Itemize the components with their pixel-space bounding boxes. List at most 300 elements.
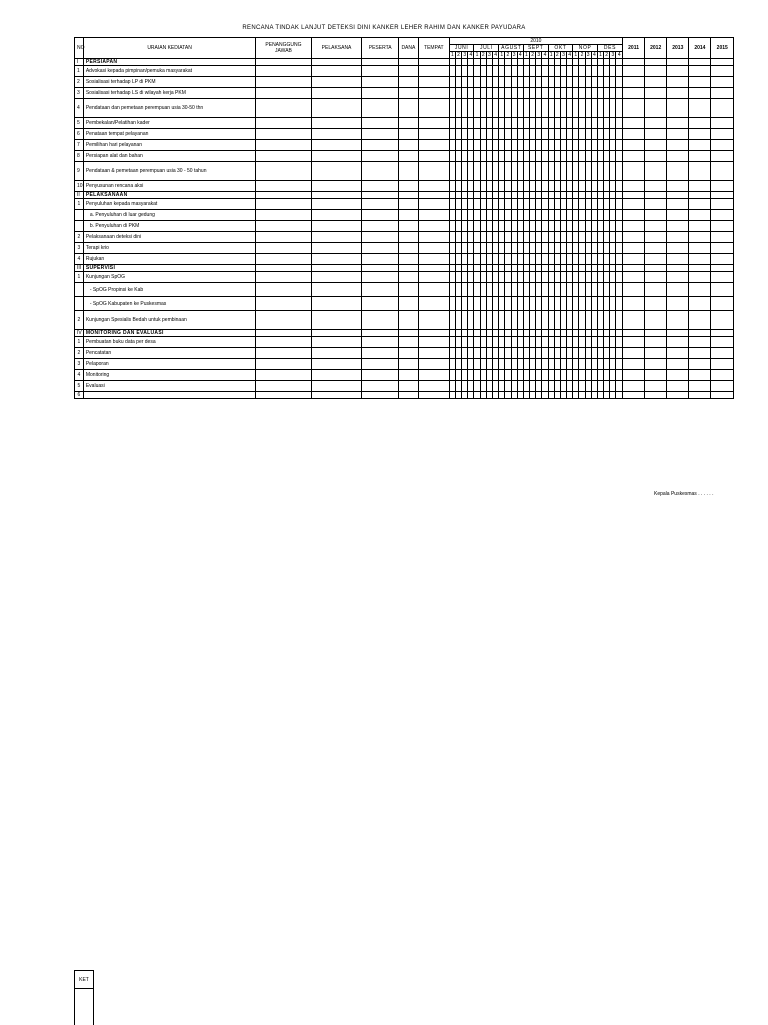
schedule-cell <box>689 337 711 348</box>
schedule-cell <box>616 88 623 99</box>
schedule-cell <box>645 88 667 99</box>
table-row <box>75 162 734 181</box>
document-title: RENCANA TINDAK LANJUT DETEKSI DINI KANKER LEHER RAHIM DAN KANKER PAYUDARA <box>242 25 526 31</box>
table-row <box>75 337 734 348</box>
row-number: 8 <box>75 151 84 162</box>
table-row <box>75 272 734 283</box>
schedule-cell <box>645 66 667 77</box>
schedule-cell <box>689 272 711 283</box>
schedule-cell <box>711 265 734 272</box>
schedule-cell <box>645 199 667 210</box>
schedule-cell <box>711 118 734 129</box>
section-title: PERSIAPAN <box>83 59 255 66</box>
header-week: 4 <box>518 52 522 58</box>
schedule-cell <box>362 348 398 359</box>
schedule-cell <box>311 330 362 337</box>
schedule-cell <box>711 370 734 381</box>
schedule-cell <box>667 210 689 221</box>
schedule-cell <box>623 232 645 243</box>
schedule-cell <box>616 243 623 254</box>
schedule-cell <box>623 265 645 272</box>
table-row <box>75 151 734 162</box>
schedule-cell <box>418 88 449 99</box>
schedule-cell <box>689 370 711 381</box>
schedule-cell <box>311 272 362 283</box>
activity-label: Kunjungan SpOG <box>83 272 255 283</box>
schedule-cell <box>311 59 362 66</box>
schedule-cell <box>418 337 449 348</box>
row-number <box>75 283 84 297</box>
schedule-cell <box>256 232 311 243</box>
schedule-cell <box>689 59 711 66</box>
schedule-cell <box>645 210 667 221</box>
schedule-cell <box>362 162 398 181</box>
row-number: 1 <box>75 272 84 283</box>
header-peserta: PESERTA <box>362 38 398 59</box>
schedule-cell <box>667 283 689 297</box>
schedule-cell <box>362 88 398 99</box>
schedule-cell <box>616 77 623 88</box>
schedule-cell <box>623 77 645 88</box>
schedule-cell <box>623 181 645 192</box>
ket-box <box>74 970 94 1025</box>
table-row <box>75 348 734 359</box>
schedule-cell <box>689 151 711 162</box>
schedule-cell <box>711 348 734 359</box>
schedule-cell <box>362 66 398 77</box>
schedule-cell <box>362 283 398 297</box>
schedule-cell <box>623 151 645 162</box>
schedule-cell <box>256 99 311 118</box>
schedule-cell <box>398 370 418 381</box>
schedule-cell <box>256 311 311 330</box>
header-week: 3 <box>537 52 541 58</box>
schedule-cell <box>418 192 449 199</box>
header-year: 2013 <box>667 38 689 59</box>
schedule-cell <box>418 162 449 181</box>
schedule-cell <box>311 232 362 243</box>
schedule-cell <box>398 181 418 192</box>
schedule-cell <box>667 118 689 129</box>
activity-label: Pendataan dan pemetaan perempuan usia 30-50 thn <box>83 99 255 118</box>
schedule-cell <box>311 370 362 381</box>
schedule-cell <box>645 162 667 181</box>
schedule-cell <box>311 192 362 199</box>
schedule-cell <box>398 88 418 99</box>
schedule-cell <box>667 311 689 330</box>
table-row <box>75 210 734 221</box>
header-uraian: URAIAN KEDIATAN <box>83 38 255 59</box>
schedule-cell <box>711 232 734 243</box>
schedule-cell <box>362 77 398 88</box>
header-week: 4 <box>592 52 596 58</box>
schedule-cell <box>418 199 449 210</box>
schedule-cell <box>616 337 623 348</box>
schedule-cell <box>311 151 362 162</box>
activity-label <box>83 392 255 399</box>
activity-label: Terapi krio <box>83 243 255 254</box>
activity-label: Rujukan <box>83 254 255 265</box>
activity-label: Pelaksanaan deteksi dini <box>83 232 255 243</box>
row-number: II <box>75 192 84 199</box>
header-week: 3 <box>611 52 615 58</box>
schedule-cell <box>623 359 645 370</box>
schedule-cell <box>398 118 418 129</box>
schedule-cell <box>418 129 449 140</box>
schedule-cell <box>623 118 645 129</box>
schedule-cell <box>616 272 623 283</box>
table-row <box>75 381 734 392</box>
activity-label: Monitoring <box>83 370 255 381</box>
schedule-cell <box>689 359 711 370</box>
schedule-cell <box>362 192 398 199</box>
schedule-cell <box>418 210 449 221</box>
activity-label: Kunjungan Spesialis Bedah untuk pembinaan <box>83 311 255 330</box>
schedule-cell <box>362 359 398 370</box>
schedule-cell <box>616 381 623 392</box>
schedule-cell <box>616 265 623 272</box>
schedule-cell <box>418 66 449 77</box>
schedule-cell <box>398 283 418 297</box>
header-week: 4 <box>494 52 497 58</box>
schedule-cell <box>645 283 667 297</box>
schedule-cell <box>711 283 734 297</box>
table-row <box>75 221 734 232</box>
schedule-cell <box>256 348 311 359</box>
schedule-cell <box>645 192 667 199</box>
schedule-cell <box>711 162 734 181</box>
row-number: I <box>75 59 84 66</box>
table-row <box>75 243 734 254</box>
schedule-cell <box>711 59 734 66</box>
schedule-cell <box>311 265 362 272</box>
header-month: JUNI <box>449 45 474 52</box>
header-week: 3 <box>463 52 467 58</box>
header-week: 3 <box>562 52 565 58</box>
schedule-cell <box>711 254 734 265</box>
schedule-cell <box>362 99 398 118</box>
schedule-cell <box>711 392 734 399</box>
schedule-cell <box>711 330 734 337</box>
schedule-cell <box>398 337 418 348</box>
header-week: 4 <box>543 52 547 58</box>
schedule-cell <box>418 381 449 392</box>
schedule-cell <box>645 348 667 359</box>
schedule-cell <box>623 99 645 118</box>
schedule-cell <box>418 359 449 370</box>
schedule-cell <box>418 297 449 311</box>
section-title: PELAKSANAAN <box>83 192 255 199</box>
header-week: 4 <box>469 52 473 58</box>
header-week: 2 <box>481 52 485 58</box>
schedule-cell <box>362 311 398 330</box>
schedule-cell <box>256 297 311 311</box>
schedule-cell <box>689 140 711 151</box>
schedule-cell <box>645 359 667 370</box>
schedule-cell <box>311 359 362 370</box>
table-row <box>75 283 734 297</box>
schedule-cell <box>689 330 711 337</box>
activity-label: Advokasi kepada pimpinan/pemuka masyarakat <box>83 66 255 77</box>
schedule-cell <box>616 151 623 162</box>
schedule-cell <box>362 243 398 254</box>
schedule-cell <box>667 99 689 118</box>
schedule-cell <box>623 199 645 210</box>
schedule-cell <box>667 337 689 348</box>
schedule-cell <box>311 283 362 297</box>
schedule-cell <box>623 283 645 297</box>
schedule-cell <box>645 118 667 129</box>
schedule-cell <box>667 129 689 140</box>
header-week: 1 <box>574 52 578 58</box>
schedule-cell <box>645 337 667 348</box>
schedule-cell <box>645 77 667 88</box>
schedule-cell <box>623 66 645 77</box>
schedule-cell <box>711 99 734 118</box>
schedule-cell <box>256 88 311 99</box>
schedule-cell <box>623 254 645 265</box>
schedule-cell <box>398 359 418 370</box>
schedule-cell <box>362 59 398 66</box>
schedule-cell <box>616 370 623 381</box>
schedule-cell <box>256 272 311 283</box>
schedule-cell <box>256 254 311 265</box>
schedule-cell <box>398 151 418 162</box>
table-row <box>75 140 734 151</box>
header-week: 2 <box>457 52 460 58</box>
table-row <box>75 232 734 243</box>
header-year: 2012 <box>645 38 667 59</box>
header-week: 4 <box>617 52 621 58</box>
activity-label: Pembekalan/Pelatihan kader <box>83 118 255 129</box>
schedule-cell <box>689 88 711 99</box>
header-pelaksana: PELAKSANA <box>311 38 362 59</box>
schedule-cell <box>256 243 311 254</box>
schedule-cell <box>645 129 667 140</box>
schedule-cell <box>256 192 311 199</box>
schedule-cell <box>398 99 418 118</box>
schedule-cell <box>711 297 734 311</box>
row-number: 3 <box>75 359 84 370</box>
schedule-cell <box>418 232 449 243</box>
schedule-cell <box>418 265 449 272</box>
schedule-cell <box>398 199 418 210</box>
schedule-cell <box>256 283 311 297</box>
schedule-cell <box>311 181 362 192</box>
schedule-cell <box>418 348 449 359</box>
schedule-cell <box>362 330 398 337</box>
signature-label: Kepala Puskesmas . . . . . . <box>654 491 714 497</box>
schedule-cell <box>311 118 362 129</box>
row-number: 3 <box>75 243 84 254</box>
row-number <box>75 297 84 311</box>
header-dana: DANA <box>398 38 418 59</box>
schedule-cell <box>623 59 645 66</box>
schedule-cell <box>623 297 645 311</box>
row-number: 1 <box>75 66 84 77</box>
schedule-cell <box>616 232 623 243</box>
schedule-cell <box>362 199 398 210</box>
schedule-cell <box>256 330 311 337</box>
schedule-cell <box>362 181 398 192</box>
schedule-cell <box>689 381 711 392</box>
header-no: NO <box>75 38 84 59</box>
schedule-cell <box>398 330 418 337</box>
schedule-cell <box>623 311 645 330</box>
table-row <box>75 99 734 118</box>
schedule-cell <box>667 381 689 392</box>
table-row <box>75 181 734 192</box>
activity-label: Penataan tempat pelayanan <box>83 129 255 140</box>
schedule-cell <box>418 118 449 129</box>
section-title: SUPERVISI <box>83 265 255 272</box>
schedule-cell <box>623 192 645 199</box>
schedule-cell <box>667 232 689 243</box>
schedule-cell <box>689 118 711 129</box>
schedule-cell <box>711 88 734 99</box>
schedule-cell <box>418 140 449 151</box>
schedule-cell <box>398 162 418 181</box>
schedule-cell <box>311 162 362 181</box>
schedule-cell <box>667 297 689 311</box>
schedule-cell <box>711 311 734 330</box>
schedule-cell <box>645 265 667 272</box>
table-row <box>75 254 734 265</box>
header-penanggung-jawab: PENANGGUNG JAWAB <box>256 38 311 59</box>
schedule-cell <box>398 265 418 272</box>
schedule-cell <box>667 162 689 181</box>
schedule-cell <box>362 254 398 265</box>
schedule-cell <box>311 77 362 88</box>
schedule-cell <box>645 311 667 330</box>
row-number: 2 <box>75 77 84 88</box>
schedule-cell <box>362 129 398 140</box>
row-number: 4 <box>75 99 84 118</box>
schedule-cell <box>362 221 398 232</box>
schedule-cell <box>311 254 362 265</box>
schedule-cell <box>256 151 311 162</box>
schedule-cell <box>623 337 645 348</box>
row-number: 4 <box>75 254 84 265</box>
table-row <box>75 265 734 272</box>
schedule-cell <box>689 66 711 77</box>
schedule-cell <box>689 297 711 311</box>
schedule-cell <box>362 140 398 151</box>
table-row <box>75 77 734 88</box>
schedule-cell <box>689 265 711 272</box>
activity-label: Sosialisasi terhadap LS di wilayah kerja PKM <box>83 88 255 99</box>
schedule-cell <box>711 77 734 88</box>
schedule-cell <box>711 199 734 210</box>
schedule-cell <box>256 162 311 181</box>
schedule-cell <box>616 297 623 311</box>
schedule-cell <box>418 151 449 162</box>
table-row <box>75 392 734 399</box>
schedule-cell <box>418 272 449 283</box>
row-number: 2 <box>75 311 84 330</box>
schedule-cell <box>616 181 623 192</box>
header-tempat: TEMPAT <box>418 38 449 59</box>
schedule-cell <box>689 392 711 399</box>
schedule-cell <box>616 66 623 77</box>
schedule-cell <box>689 243 711 254</box>
schedule-cell <box>398 66 418 77</box>
activity-label: - SpOG Propinsi ke Kab <box>83 283 255 297</box>
schedule-cell <box>667 221 689 232</box>
schedule-cell <box>645 243 667 254</box>
schedule-cell <box>311 210 362 221</box>
schedule-cell <box>398 381 418 392</box>
header-week: 3 <box>512 52 516 58</box>
schedule-cell <box>689 232 711 243</box>
schedule-cell <box>256 221 311 232</box>
table-row <box>75 88 734 99</box>
schedule-cell <box>689 99 711 118</box>
schedule-cell <box>645 232 667 243</box>
schedule-cell <box>418 330 449 337</box>
schedule-cell <box>689 348 711 359</box>
schedule-cell <box>256 337 311 348</box>
schedule-cell <box>689 199 711 210</box>
schedule-cell <box>362 210 398 221</box>
schedule-cell <box>623 221 645 232</box>
activity-label: Persiapan alat dan bahan <box>83 151 255 162</box>
header-week: 1 <box>475 52 479 58</box>
schedule-cell <box>645 140 667 151</box>
schedule-cell <box>256 140 311 151</box>
section-title: MONITORING DAN EVALUASI <box>83 330 255 337</box>
schedule-cell <box>645 392 667 399</box>
schedule-cell <box>418 283 449 297</box>
table-row <box>75 370 734 381</box>
schedule-cell <box>256 370 311 381</box>
schedule-cell <box>418 392 449 399</box>
schedule-cell <box>616 210 623 221</box>
row-number: 3 <box>75 88 84 99</box>
row-number: 1 <box>75 199 84 210</box>
schedule-cell <box>623 162 645 181</box>
header-week: 1 <box>525 52 528 58</box>
row-number: 2 <box>75 232 84 243</box>
activity-label: Pencatatan <box>83 348 255 359</box>
schedule-cell <box>689 77 711 88</box>
schedule-cell <box>645 99 667 118</box>
schedule-cell <box>711 192 734 199</box>
activity-label: Penyuluhan kepada masyarakat <box>83 199 255 210</box>
schedule-cell <box>256 77 311 88</box>
row-number: 6 <box>75 129 84 140</box>
schedule-cell <box>418 254 449 265</box>
schedule-cell <box>623 330 645 337</box>
schedule-cell <box>311 221 362 232</box>
schedule-cell <box>398 210 418 221</box>
schedule-cell <box>418 99 449 118</box>
schedule-cell <box>623 348 645 359</box>
schedule-cell <box>711 243 734 254</box>
schedule-cell <box>418 59 449 66</box>
activity-label: - SpOG Kabupaten ke Puskesmas <box>83 297 255 311</box>
schedule-cell <box>667 243 689 254</box>
schedule-cell <box>645 381 667 392</box>
schedule-cell <box>362 337 398 348</box>
schedule-cell <box>311 140 362 151</box>
schedule-cell <box>256 381 311 392</box>
schedule-cell <box>667 392 689 399</box>
schedule-cell <box>667 370 689 381</box>
activity-label: Sosialisasi terhadap LP di PKM <box>83 77 255 88</box>
schedule-cell <box>398 77 418 88</box>
schedule-cell <box>711 66 734 77</box>
